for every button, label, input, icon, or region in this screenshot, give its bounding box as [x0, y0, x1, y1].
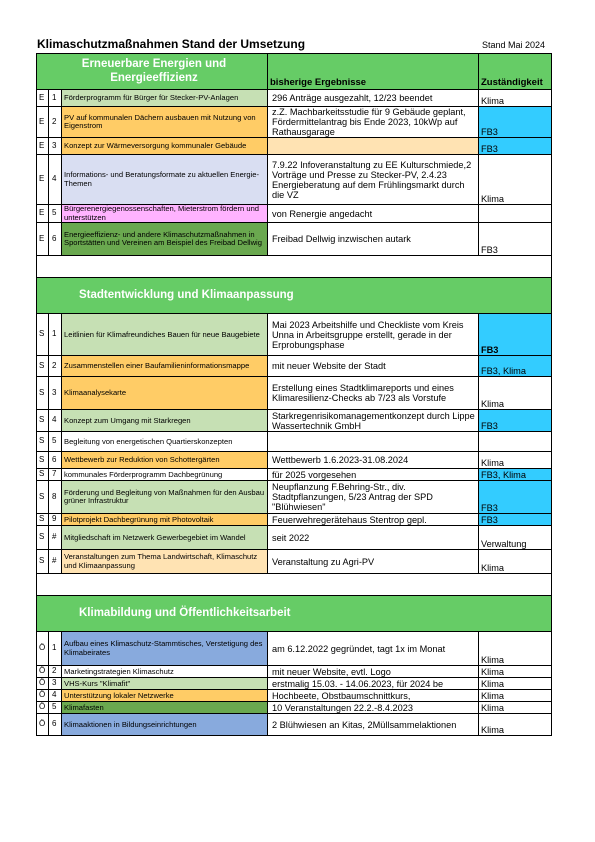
category-cell: Ö	[37, 714, 49, 736]
category-cell: E	[37, 90, 49, 107]
responsibility-cell: Klima	[479, 452, 552, 469]
number-cell: 6	[49, 223, 62, 256]
result-cell: Freibad Dellwig inzwischen autark	[268, 223, 479, 256]
responsibility-cell: Klima	[479, 678, 552, 690]
column-header-responsibility: Zuständigkeit	[479, 54, 552, 90]
measure-cell: Leitlinien für Klimafreundiches Bauen für neue Baugebiete	[62, 314, 268, 356]
section-header-row	[37, 278, 552, 314]
result-cell: 7.9.22 Infoveranstaltung zu EE Kulturschmiede,2 Vorträge und Presse zu Stecker-PV, 2.4.23 Energieberatung auf dem Frühlingsmarkt durch die VZ	[268, 155, 479, 205]
category-cell: S	[37, 481, 49, 514]
table-row	[37, 223, 552, 256]
measure-cell: Klimaanalysekarte	[62, 377, 268, 410]
responsibility-cell: Klima	[479, 666, 552, 678]
category-cell: Ö	[37, 678, 49, 690]
number-cell: 4	[49, 690, 62, 702]
table-row	[37, 432, 552, 452]
category-cell: S	[37, 452, 49, 469]
number-cell: 6	[49, 452, 62, 469]
table-row	[37, 666, 552, 678]
measure-cell: Zusammenstellen einer Baufamilieninformationsmappe	[62, 356, 268, 377]
number-cell: 1	[49, 632, 62, 666]
table-row	[37, 138, 552, 155]
table-row	[37, 481, 552, 514]
table-row	[37, 469, 552, 481]
category-cell: S	[37, 410, 49, 432]
responsibility-cell: Klima	[479, 690, 552, 702]
result-cell: Hochbeete, Obstbaumschnittkurs,	[268, 690, 479, 702]
section-title: Klimabildung und Öffentlichkeitsarbeit	[37, 596, 552, 632]
responsibility-cell: Verwaltung	[479, 526, 552, 550]
result-cell: 296 Anträge ausgezahlt, 12/23 beendet	[268, 90, 479, 107]
responsibility-cell: Klima	[479, 90, 552, 107]
measure-cell: Marketingstrategien Klimaschutz	[62, 666, 268, 678]
responsibility-cell	[479, 205, 552, 223]
measure-cell: VHS-Kurs "Klimafit"	[62, 678, 268, 690]
responsibility-cell: FB3	[479, 514, 552, 526]
table-row	[37, 690, 552, 702]
measure-cell: Klimaaktionen in Bildungseinrichtungen	[62, 714, 268, 736]
measure-cell: Unterstützung lokaler Netzwerke	[62, 690, 268, 702]
number-cell: 3	[49, 678, 62, 690]
result-cell: Erstellung eines Stadtklimareports und eines Klimaresilienz-Checks ab 7/23 als Vorstufe	[268, 377, 479, 410]
number-cell: 7	[49, 469, 62, 481]
number-cell: 2	[49, 356, 62, 377]
result-cell	[268, 432, 479, 452]
responsibility-cell: Klima	[479, 714, 552, 736]
number-cell: 5	[49, 702, 62, 714]
table-row	[37, 550, 552, 574]
responsibility-cell: Klima	[479, 550, 552, 574]
result-cell: Neupflanzung F.Behring-Str., div. Stadtpflanzungen, 5/23 Antrag der SPD "Blühwiesen"	[268, 481, 479, 514]
number-cell: 1	[49, 314, 62, 356]
result-cell: Veranstaltung zu Agri-PV	[268, 550, 479, 574]
measure-cell: Informations- und Beratungsformate zu aktuellen Energie-Themen	[62, 155, 268, 205]
responsibility-cell	[479, 432, 552, 452]
number-cell: #	[49, 526, 62, 550]
table-row	[37, 526, 552, 550]
category-cell: E	[37, 155, 49, 205]
category-cell: Ö	[37, 666, 49, 678]
number-cell: 9	[49, 514, 62, 526]
measure-cell: Aufbau eines Klimaschutz-Stammtisches, Verstetigung des Klimabeirates	[62, 632, 268, 666]
result-cell	[268, 138, 479, 155]
category-cell: S	[37, 550, 49, 574]
category-cell: S	[37, 469, 49, 481]
result-cell: erstmalig 15.03. - 14.06.2023, für 2024 be	[268, 678, 479, 690]
number-cell: 5	[49, 432, 62, 452]
category-cell: Ö	[37, 632, 49, 666]
measure-cell: Veranstaltungen zum Thema Landwirtschaft, Klimaschutz und Klimaanpassung	[62, 550, 268, 574]
responsibility-cell: FB3, Klima	[479, 469, 552, 481]
measures-table	[36, 53, 552, 736]
responsibility-cell: FB3	[479, 410, 552, 432]
measure-cell: Förderprogramm für Bürger für Stecker-PV-Anlagen	[62, 90, 268, 107]
table-row	[37, 314, 552, 356]
responsibility-cell: Klima	[479, 702, 552, 714]
number-cell: 8	[49, 481, 62, 514]
section-title: Erneuerbare Energien und Energieeffizienz	[37, 54, 268, 90]
category-cell: E	[37, 223, 49, 256]
category-cell: S	[37, 356, 49, 377]
result-cell: 10 Veranstaltungen 22.2.-8.4.2023	[268, 702, 479, 714]
table-row	[37, 356, 552, 377]
number-cell: 2	[49, 107, 62, 138]
result-cell: Feuerwehregerätehaus Stentrop gepl.	[268, 514, 479, 526]
result-cell: für 2025 vorgesehen	[268, 469, 479, 481]
result-cell: 2 Blühwiesen an Kitas, 2Müllsammelaktionen	[268, 714, 479, 736]
table-row	[37, 678, 552, 690]
measure-cell: kommunales Förderprogramm Dachbegrünung	[62, 469, 268, 481]
measure-cell: Mitgliedschaft im Netzwerk Gewerbegebiet im Wandel	[62, 526, 268, 550]
measure-cell: Begleitung von energetischen Quartierskonzepten	[62, 432, 268, 452]
category-cell: E	[37, 205, 49, 223]
result-cell: seit 2022	[268, 526, 479, 550]
result-cell: Wettbewerb 1.6.2023-31.08.2024	[268, 452, 479, 469]
table-row	[37, 155, 552, 205]
result-cell: mit neuer Website der Stadt	[268, 356, 479, 377]
table-row	[37, 514, 552, 526]
category-cell: E	[37, 138, 49, 155]
responsibility-cell: Klima	[479, 632, 552, 666]
spacer-row	[37, 574, 552, 596]
table-row	[37, 90, 552, 107]
measure-cell: Klimafasten	[62, 702, 268, 714]
page-title: Klimaschutzmaßnahmen Stand der Umsetzung	[37, 37, 306, 51]
spacer-cell	[37, 574, 552, 596]
table-row	[37, 205, 552, 223]
measure-cell: Pilotprojekt Dachbegrünung mit Photovoltaik	[62, 514, 268, 526]
responsibility-cell: FB3	[479, 481, 552, 514]
category-cell: S	[37, 377, 49, 410]
measure-cell: Bürgerenergiegenossenschaften, Mieterstrom fördern und unterstützen	[62, 205, 268, 223]
table-row	[37, 714, 552, 736]
table-row	[37, 410, 552, 432]
category-cell: S	[37, 432, 49, 452]
number-cell: 3	[49, 138, 62, 155]
category-cell: S	[37, 314, 49, 356]
table-row	[37, 702, 552, 714]
result-cell: Starkregenrisikomanagementkonzept durch Lippe Wassertechnik GmbH	[268, 410, 479, 432]
category-cell: Ö	[37, 690, 49, 702]
result-cell: am 6.12.2022 gegründet, tagt 1x im Monat	[268, 632, 479, 666]
responsibility-cell: FB3	[479, 223, 552, 256]
section-header-row	[37, 54, 552, 90]
responsibility-cell: FB3	[479, 314, 552, 356]
number-cell: 3	[49, 377, 62, 410]
section-header-row	[37, 596, 552, 632]
table-row	[37, 377, 552, 410]
number-cell: 2	[49, 666, 62, 678]
category-cell: E	[37, 107, 49, 138]
result-cell: z.Z. Machbarkeitsstudie für 9 Gebäude geplant, Fördermittelantrag bis Ende 2023, 10kWp auf Rathausgarage	[268, 107, 479, 138]
result-cell: von Renergie angedacht	[268, 205, 479, 223]
stand-date: Stand Mai 2024	[482, 40, 546, 50]
spacer-row	[37, 256, 552, 278]
column-header-results: bisherige Ergebnisse	[268, 54, 479, 90]
table-row	[37, 632, 552, 666]
number-cell: #	[49, 550, 62, 574]
result-cell: Mai 2023 Arbeitshilfe und Checkliste vom Kreis Unna in Arbeitsgruppe erstellt, gerade in der Erprobungsphase	[268, 314, 479, 356]
responsibility-cell: Klima	[479, 377, 552, 410]
measure-cell: PV auf kommunalen Dächern ausbauen mit Nutzung von Eigenstrom	[62, 107, 268, 138]
responsibility-cell: FB3	[479, 107, 552, 138]
responsibility-cell: FB3, Klima	[479, 356, 552, 377]
category-cell: S	[37, 514, 49, 526]
measure-cell: Wettbewerb zur Reduktion von Schottergärten	[62, 452, 268, 469]
table-row	[37, 107, 552, 138]
number-cell: 1	[49, 90, 62, 107]
number-cell: 4	[49, 155, 62, 205]
number-cell: 6	[49, 714, 62, 736]
number-cell: 4	[49, 410, 62, 432]
measure-cell: Konzept zum Umgang mit Starkregen	[62, 410, 268, 432]
responsibility-cell: FB3	[479, 138, 552, 155]
section-title: Stadtentwicklung und Klimaanpassung	[37, 278, 552, 314]
measures-table-body	[37, 54, 552, 736]
measure-cell: Förderung und Begleitung von Maßnahmen für den Ausbau grüner Infrastruktur	[62, 481, 268, 514]
category-cell: S	[37, 526, 49, 550]
number-cell: 5	[49, 205, 62, 223]
measure-cell: Energieeffizienz- und andere Klimaschutzmaßnahmen in Sportstätten und Vereinen am Beispiel des Freibad Dellwig	[62, 223, 268, 256]
measure-cell: Konzept zur Wärmeversorgung kommunaler Gebäude	[62, 138, 268, 155]
spacer-cell	[37, 256, 552, 278]
result-cell: mit neuer Website, evtl. Logo	[268, 666, 479, 678]
table-row	[37, 452, 552, 469]
category-cell: Ö	[37, 702, 49, 714]
responsibility-cell: Klima	[479, 155, 552, 205]
